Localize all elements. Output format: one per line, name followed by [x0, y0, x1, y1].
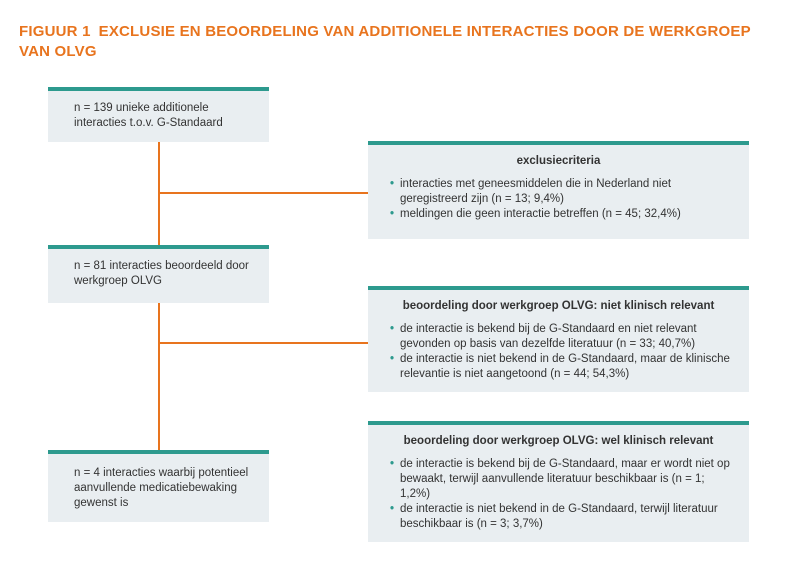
- connector-vertical-1: [158, 141, 160, 247]
- figure-label: FIGUUR 1: [19, 23, 91, 40]
- exclusion-criteria-list: [392, 177, 735, 222]
- box-initial-interactions: [48, 87, 269, 142]
- connector-horizontal-2: [158, 342, 368, 344]
- list-item: • de interactie is bekend bij de G-Standaard, maar er wordt niet op bewaakt, terwijl aanvullende literatuur beschikbaar is (n = 1; 1,2%): [392, 457, 735, 502]
- box-assessed-interactions-text: n = 81 interacties beoordeeld door werkgroep OLVG: [74, 260, 249, 287]
- box-relevant-interactions-text: n = 4 interacties waarbij potentieel aanvullende medicatiebewaking gewenst is: [74, 467, 249, 509]
- box-assessed-interactions: [48, 245, 269, 303]
- list-item: • interacties met geneesmiddelen die in Nederland niet geregistreerd zijn (n = 13; 9,4%): [392, 177, 735, 207]
- clinically-relevant-heading: beoordeling door werkgroep OLVG: wel klinisch relevant: [403, 435, 714, 447]
- box-not-clinically-relevant: [368, 286, 749, 392]
- box-clinically-relevant: [368, 421, 749, 542]
- figure-title: [19, 22, 779, 62]
- not-clinically-relevant-list: [392, 322, 735, 382]
- box-relevant-interactions: [48, 450, 269, 522]
- clinically-relevant-list: [392, 457, 735, 532]
- list-item: • de interactie is niet bekend in de G-Standaard, maar de klinische relevantie is niet aangetoond (n = 44; 54,3%): [392, 352, 735, 382]
- connector-horizontal-1: [158, 192, 368, 194]
- list-item: • de interactie is niet bekend in de G-Standaard, terwijl literatuur beschikbaar is (n = 3; 3,7%): [392, 502, 735, 532]
- figure-title-text: EXCLUSIE EN BEOORDELING VAN ADDITIONELE INTERACTIES DOOR DE WERKGROEP VAN OLVG: [19, 23, 751, 60]
- box-initial-interactions-text: n = 139 unieke additionele interacties t.o.v. G-Standaard: [74, 102, 223, 129]
- list-item: • meldingen die geen interactie betreffen (n = 45; 32,4%): [392, 207, 735, 222]
- list-item: • de interactie is bekend bij de G-Standaard en niet relevant gevonden op basis van dezelfde literatuur (n = 33; 40,7%): [392, 322, 735, 352]
- not-clinically-relevant-heading: beoordeling door werkgroep OLVG: niet klinisch relevant: [402, 300, 715, 312]
- exclusion-criteria-heading: exclusiecriteria: [516, 155, 601, 167]
- box-exclusion-criteria: [368, 141, 749, 239]
- connector-vertical-2: [158, 303, 160, 453]
